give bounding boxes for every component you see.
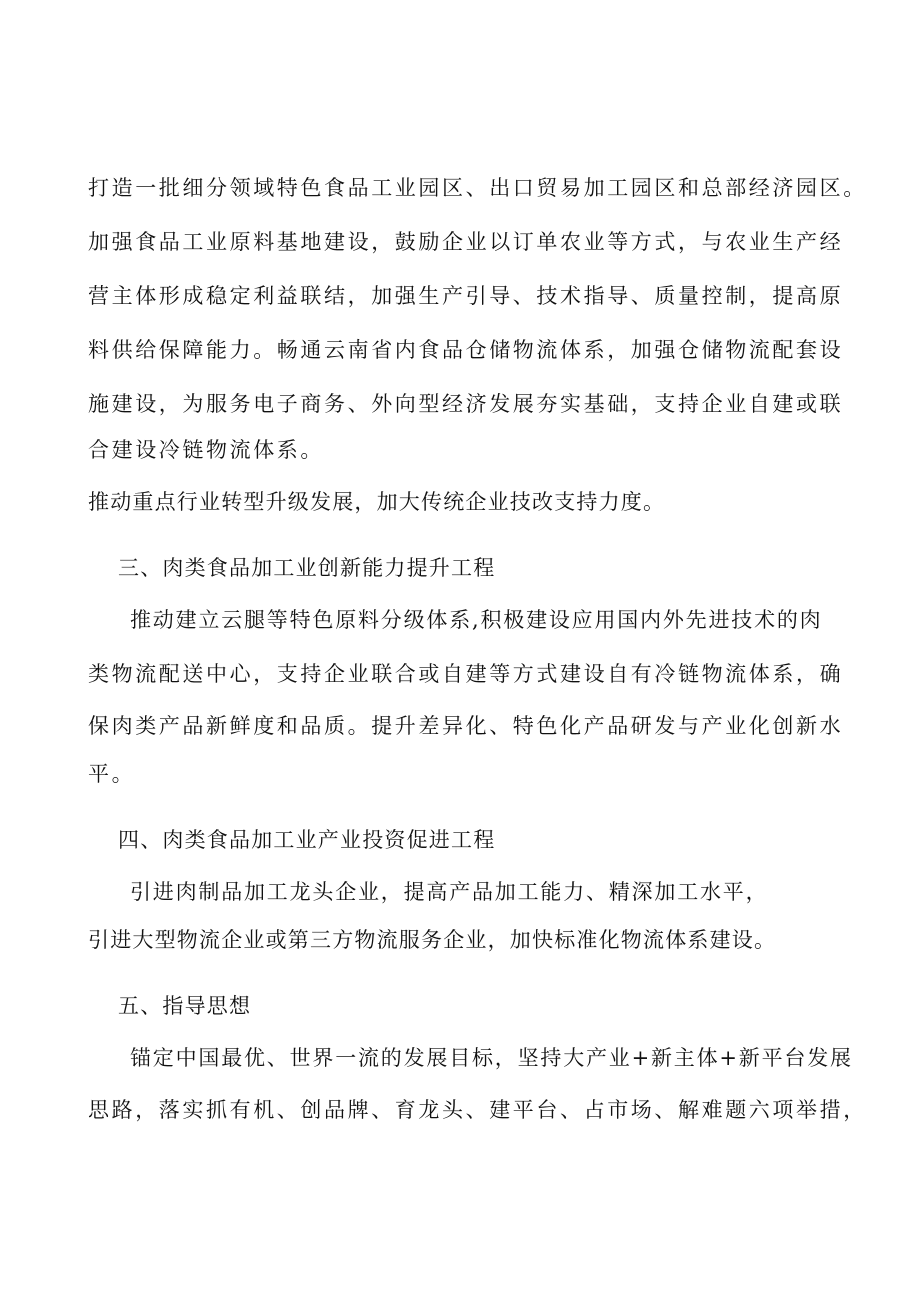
body-text-line: 料供给保障能力。畅通云南省内食品仓储物流体系，加强仓储物流配套设 — [88, 338, 844, 362]
section-heading: 五、指导思想 — [118, 994, 252, 1018]
body-text-line: 加强食品工业原料基地建设，鼓励企业以订单农业等方式，与农业生产经 — [88, 230, 844, 254]
body-text-line: 营主体形成稳定利益联结，加强生产引导、技术指导、质量控制，提高原 — [88, 284, 844, 308]
body-text-line: 打造一批细分领域特色食品工业园区、出口贸易加工园区和总部经济园区。 — [88, 176, 867, 200]
section-heading: 四、肉类食品加工业产业投资促进工程 — [118, 828, 496, 852]
body-text-line: 推动重点行业转型升级发展，加大传统企业技改支持力度。 — [88, 490, 666, 514]
paragraph-first-line: 锚定中国最优、世界一流的发展目标，坚持大产业+新主体+新平台发展 — [130, 1046, 853, 1070]
paragraph-first-line: 引进肉制品加工龙头企业，提高产品加工能力、精深加工水平， — [130, 880, 769, 904]
section-heading: 三、肉类食品加工业创新能力提升工程 — [118, 556, 496, 580]
body-text-line: 保肉类产品新鲜度和品质。提升差异化、特色化产品研发与产业化创新水 — [88, 714, 844, 738]
body-text-line: 引进大型物流企业或第三方物流服务企业，加快标准化物流体系建设。 — [88, 928, 777, 952]
body-text-line: 平。 — [88, 762, 136, 786]
body-text-line: 施建设，为服务电子商务、外向型经济发展夯实基础，支持企业自建或联 — [88, 392, 844, 416]
paragraph-first-line: 推动建立云腿等特色原料分级体系,积极建设应用国内外先进技术的肉 — [130, 608, 823, 632]
body-text-line: 思路，落实抓有机、创品牌、育龙头、建平台、占市场、解难题六项举措， — [88, 1098, 867, 1122]
body-text-line: 类物流配送中心，支持企业联合或自建等方式建设自有冷链物流体系，确 — [88, 662, 844, 686]
body-text-line: 合建设冷链物流体系。 — [88, 438, 324, 462]
